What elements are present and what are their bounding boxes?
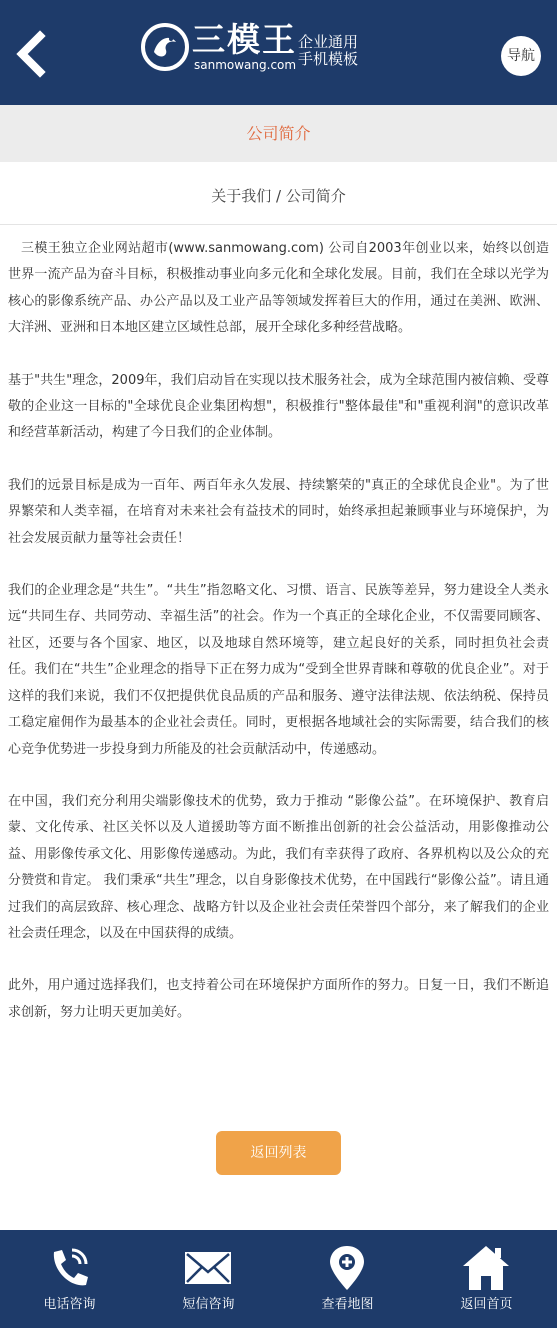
logo-text: 三模王	[192, 20, 297, 59]
logo-subtitle-line1: 企业通用	[298, 33, 359, 51]
logo-mark-icon	[140, 22, 190, 72]
home-icon	[461, 1244, 511, 1292]
back-button[interactable]	[12, 30, 52, 78]
footer-item-phone[interactable]	[0, 1230, 139, 1328]
logo-subtitle	[298, 34, 358, 68]
logo-url: sanmowang.com	[194, 58, 297, 72]
article-paragraph: 我们的远景目标是成为一百年、两百年永久发展、持续繁荣的"真正的全球优良企业"。为了世界繁荣和人类幸福，在培育对未来社会有益技术的同时，始终承担起兼顾事业与环境保护，为社会发展贡献力量等社会责任！	[8, 477, 549, 546]
breadcrumb: 关于我们 / 公司简介	[211, 187, 346, 205]
article-paragraph: 我们的企业理念是“共生”。“共生”指忽略文化、习惯、语言、民族等差异，努力建设全人类永远“共同生存、共同劳动、幸福生活”的社会。作为一个真正的全球化企业，不仅需要同顾客、社区，还要与各个国家、地区，以及地球自然环境等，建立起良好的关系，同时担负社会责任。我们在“共生”企业理念的指导下正在努力成为“受到全世界青睐和尊敬的优良企业”。对于这样的我们来说，我们不仅把提供优良品质的产品和服务、遵守法律法规、依法纳税、保持员工稳定雇佣作为最基本的企业社会责任。同时，更根据各地域社会的实际需要，结合我们的核心竞争优势进一步投身到力所能及的社会贡献活动中，传递感动。	[8, 583, 549, 757]
nav-button[interactable]: 导航	[501, 36, 541, 76]
mail-icon	[183, 1244, 233, 1292]
footer-label-home: 返回首页	[460, 1297, 513, 1312]
article-body	[8, 236, 549, 1052]
article-paragraph: 基于"共生"理念，2009年，我们启动旨在实现以技术服务社会，成为全球范围内被信赖、受尊敬的企业这一目标的"全球优良企业集团构想"，积极推行"整体最佳"和"重视利润"的意识改革和经营革新活动，构建了今日我们的企业体制。	[8, 372, 549, 441]
site-logo[interactable]	[140, 18, 380, 88]
article-paragraph: 此外，用户通过选择我们，也支持着公司在环境保护方面所作的努力。日复一日，我们不断追求创新，努力让明天更加美好。	[8, 978, 549, 1020]
phone-icon	[44, 1244, 94, 1292]
top-header	[0, 0, 557, 105]
section-title: 公司简介	[0, 105, 557, 162]
footer-label-phone: 电话咨询	[43, 1297, 96, 1312]
chevron-left-icon	[12, 30, 52, 78]
divider	[0, 224, 557, 225]
map-pin-icon	[322, 1244, 372, 1292]
footer-item-home[interactable]	[417, 1230, 556, 1328]
footer-item-map[interactable]	[278, 1230, 417, 1328]
footer-label-map: 查看地图	[321, 1297, 374, 1312]
article-paragraph: 三模王独立企业网站超市(www.sanmowang.com) 公司自2003年创业以来，始终以创造世界一流产品为奋斗目标，积极推动事业向多元化和全球化发展。目前，我们在全球以光学为核心的影像系统产品、办公产品以及工业产品等领域发挥着巨大的作用，通过在美洲、欧洲、大洋洲、亚洲和日本地区建立区域性总部，展开全球化多种经营战略。	[8, 241, 549, 336]
article-paragraph: 在中国，我们充分利用尖端影像技术的优势，致力于推动 “影像公益”。在环境保护、教育启蒙、文化传承、社区关怀以及人道援助等方面不断推出创新的社会公益活动，用影像推动公益、用影像传承文化、用影像传递感动。为此，我们有幸获得了政府、各界机构以及公众的充分赞赏和肯定。 我们秉承“共生”理念，以自身影像技术优势，在中国践行“影像公益”。请且通过我们的高层致辞、核心理念、战略方针以及企业社会责任荣誉四个部分，来了解我们的企业社会责任理念，以及在中国获得的成绩。	[8, 793, 549, 941]
return-to-list-button[interactable]: 返回列表	[216, 1131, 341, 1175]
footer-item-sms[interactable]	[139, 1230, 278, 1328]
footer-label-sms: 短信咨询	[182, 1297, 235, 1312]
logo-subtitle-line2: 手机模板	[298, 50, 359, 68]
bottom-nav	[0, 1230, 557, 1328]
